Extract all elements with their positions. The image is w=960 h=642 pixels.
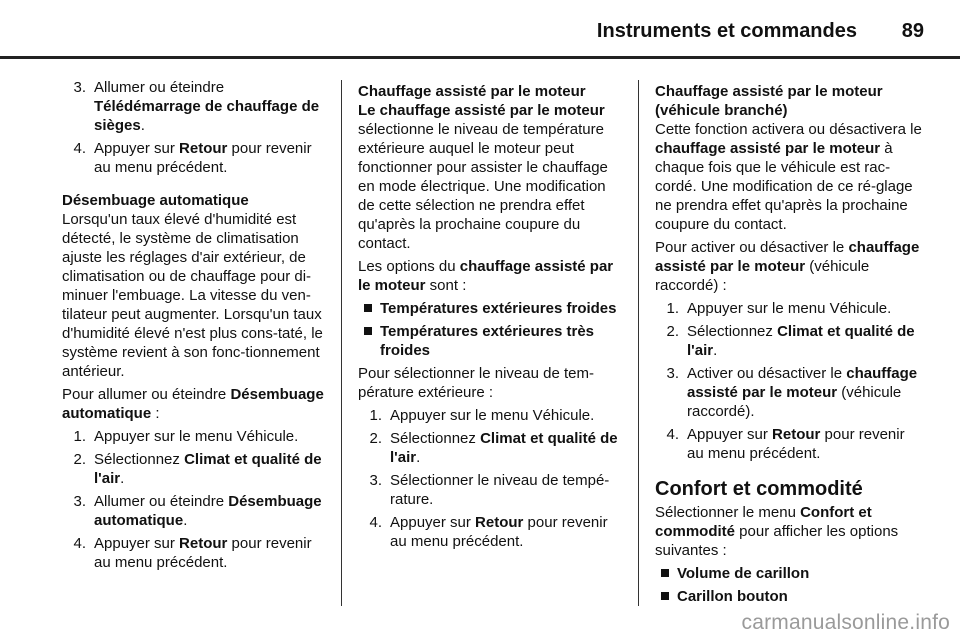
options-intro: Les options du chauffage assisté par le moteur sont : [358, 258, 614, 294]
body-paragraph: Cette fonction activera ou désactivera le chauffage assisté par le moteur à chaque fois que le véhicule est rac-cordé. Une modification de ce ré-glage ne prendra effet qu'après la prochaine coupure du contact. [655, 121, 922, 233]
step-text: Sélectionner le niveau de tempé-rature. [390, 472, 610, 508]
steps-list [62, 427, 328, 572]
list-item [62, 492, 328, 530]
list-item [62, 450, 328, 488]
bullet-item: Carillon bouton [655, 587, 925, 606]
list-item [358, 406, 624, 425]
list-item [655, 364, 925, 421]
list-item [62, 534, 328, 572]
list-item [358, 471, 624, 509]
step-number: 4. [666, 426, 679, 443]
step-number: 2. [369, 430, 382, 447]
list-item [62, 139, 328, 177]
steps-list [655, 299, 925, 463]
step-text: Appuyer sur le menu Véhicule. [94, 428, 299, 445]
steps-list [358, 406, 624, 551]
header-divider [0, 56, 960, 59]
bullet-item: Températures extérieures très froides [358, 322, 624, 360]
step-text: Sélectionnez Climat et qualité de l'air. [687, 323, 915, 359]
chapter-title: Instruments et commandes [596, 20, 857, 42]
step-text: Sélectionnez Climat et qualité de l'air. [94, 451, 322, 487]
bullet-square-icon [661, 569, 669, 577]
column-divider [638, 80, 639, 606]
column-divider [341, 80, 342, 606]
list-item [655, 425, 925, 463]
section-intro: Sélectionner le menu Confort et commodité pour afficher les options suivantes : [655, 504, 899, 559]
section-heading-chauffage: Chauffage assisté par le moteur [358, 83, 586, 100]
bullet-square-icon [364, 304, 372, 312]
list-item [358, 429, 624, 467]
list-item [62, 427, 328, 446]
step-text: Allumer ou éteindre Télédémarrage de chauffage de sièges. [94, 79, 320, 134]
step-text: Activer ou désactiver le chauffage assisté par le moteur (véhicule raccordé). [687, 365, 918, 420]
body-paragraph: Le chauffage assisté par le moteur sélectionne le niveau de température extérieure auquel le moteur peut fonctionner pour assister le chauffage en mode électrique. Une modification de cette sélection ne prendra effet qu'après la prochaine coupure du contact. [358, 102, 608, 252]
step-number: 4. [369, 514, 382, 531]
step-number: 3. [666, 365, 679, 382]
bullet-square-icon [364, 327, 372, 335]
section-heading-chauffage-branche: Chauffage assisté par le moteur (véhicule branché) [655, 83, 883, 119]
instruction-intro: Pour sélectionner le niveau de tem-pérature extérieure : [358, 365, 594, 401]
step-text: Appuyer sur Retour pour revenir au menu précédent. [94, 535, 312, 571]
bullet-item: Températures extérieures froides [358, 299, 624, 318]
bullet-square-icon [661, 592, 669, 600]
step-number: 2. [73, 451, 86, 468]
page-header [0, 0, 960, 56]
section-title-confort: Confort et commodité [655, 478, 863, 500]
instruction-intro: Pour activer ou désactiver le chauffage assisté par le moteur (véhicule raccordé) : [655, 239, 920, 294]
step-number: 3. [73, 79, 86, 96]
column-1 [62, 78, 328, 576]
step-text: Appuyer sur le menu Véhicule. [390, 407, 595, 424]
step-text: Allumer ou éteindre Désembuage automatique. [94, 493, 322, 529]
step-number: 4. [73, 140, 86, 157]
step-text: Appuyer sur Retour pour revenir au menu précédent. [687, 426, 905, 462]
step-number: 3. [73, 493, 86, 510]
bullet-item: Volume de carillon [655, 564, 925, 583]
page-number: 89 [901, 20, 924, 42]
step-text: Appuyer sur le menu Véhicule. [687, 300, 892, 317]
column-3 [655, 82, 925, 610]
step-text: Appuyer sur Retour pour revenir au menu précédent. [94, 140, 312, 176]
list-item [62, 78, 328, 135]
instruction-intro: Pour allumer ou éteindre Désembuage automatique : [62, 386, 324, 422]
list-item [655, 322, 925, 360]
step-text: Appuyer sur Retour pour revenir au menu précédent. [390, 514, 608, 550]
section-heading-desembuage: Désembuage automatique [62, 192, 249, 209]
column-2 [358, 82, 624, 555]
step-number: 1. [666, 300, 679, 317]
watermark: carmanualsonline.info [741, 611, 950, 634]
step-number: 1. [73, 428, 86, 445]
step-number: 1. [369, 407, 382, 424]
step-number: 4. [73, 535, 86, 552]
list-item [358, 513, 624, 551]
body-paragraph: Lorsqu'un taux élevé d'humidité est détecté, le système de climatisation ajuste les réglages d'air extérieur, de climatisation ou de chauffage pour di-minuer l'embuage. La vitesse du ven-tilateur peut augmenter. Lorsqu'un taux d'humidité élevé n'est plus cons-taté, le système revient à son fonc-tionnement antérieur. [62, 211, 323, 380]
step-number: 2. [666, 323, 679, 340]
step-text: Sélectionnez Climat et qualité de l'air. [390, 430, 618, 466]
step-number: 3. [369, 472, 382, 489]
list-item [655, 299, 925, 318]
